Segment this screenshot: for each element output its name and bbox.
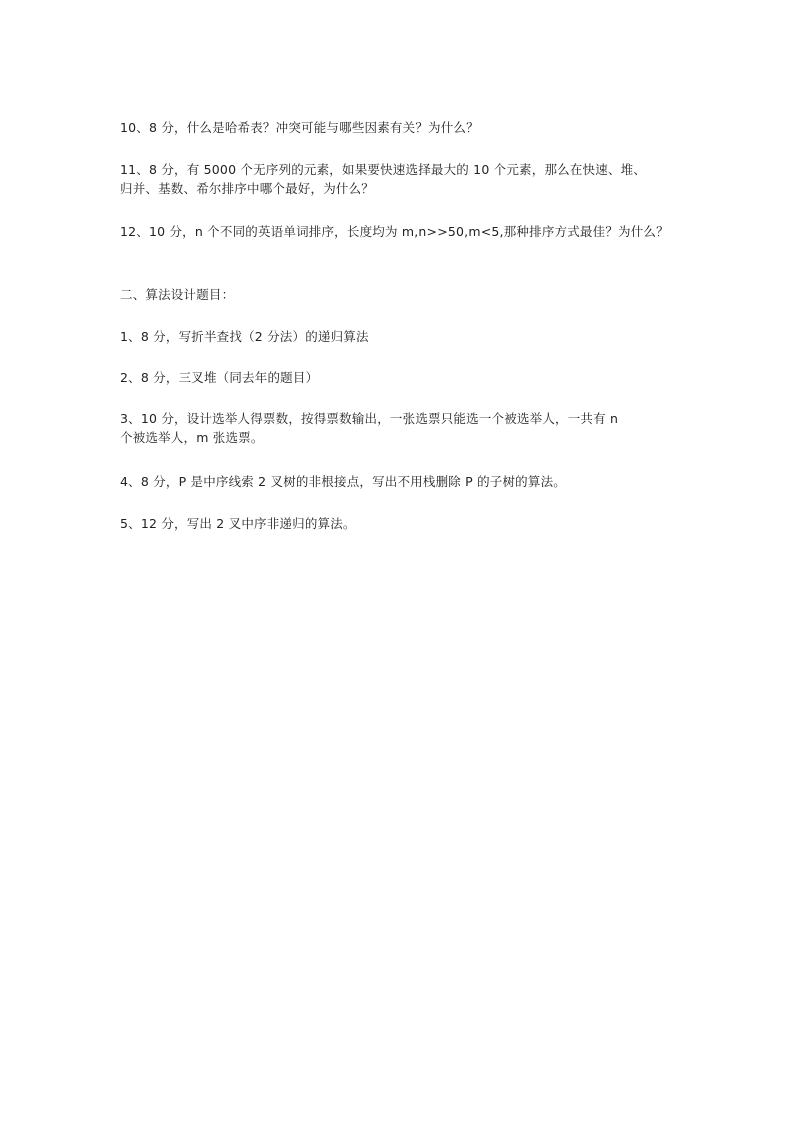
- question-line: 1、8 分，写折半查找（2 分法）的递归算法: [120, 329, 369, 344]
- section-heading-text: 二、算法设计题目：: [120, 287, 235, 302]
- question-line: 4、8 分，P 是中序线索 2 叉树的非根接点，写出不用栈删除 P 的子树的算法。: [120, 474, 566, 489]
- question-line: 11、8 分，有 5000 个无序列的元素，如果要快速选择最大的 10 个元素，那么在快速、堆、: [120, 162, 647, 177]
- question-11: [120, 160, 690, 198]
- question-line: 10、8 分，什么是哈希表？冲突可能与哪些因素有关？为什么？: [120, 120, 479, 135]
- question-12: [120, 222, 690, 241]
- question-line: 归并、基数、希尔排序中哪个最好，为什么？: [120, 181, 375, 196]
- question-line: 3、10 分，设计选举人得票数，按得票数输出，一张选票只能选一个被选举人，一共有 n: [120, 411, 619, 426]
- algorithm-question-1: [120, 327, 690, 346]
- algorithm-question-2: [120, 368, 690, 387]
- algorithm-question-4: [120, 472, 690, 491]
- question-line: 2、8 分，三叉堆（同去年的题目）: [120, 370, 319, 385]
- question-line: 12、10 分，n 个不同的英语单词排序，长度均为 m,n>>50,m<5,那种排序方式最佳？为什么？: [120, 224, 669, 239]
- algorithm-question-5: [120, 514, 690, 533]
- question-line: 5、12 分，写出 2 叉中序非递归的算法。: [120, 516, 356, 531]
- question-line: 个被选举人，m 张选票。: [120, 430, 264, 445]
- algorithm-question-3: [120, 409, 690, 447]
- section-heading: [120, 285, 690, 304]
- question-10: [120, 118, 690, 137]
